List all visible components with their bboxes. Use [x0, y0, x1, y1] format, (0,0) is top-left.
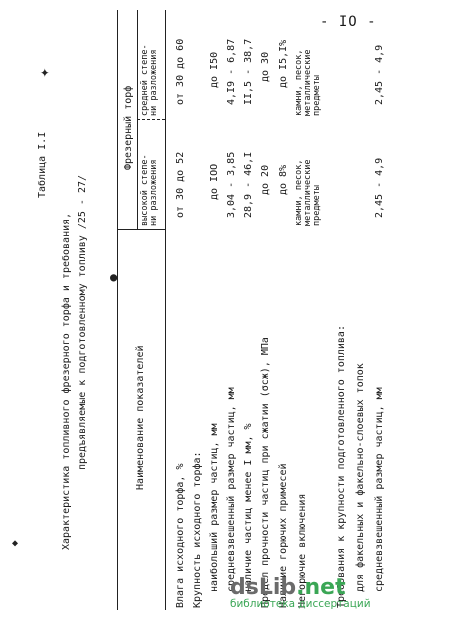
- header-group: Фрезерный торф: [123, 85, 134, 170]
- page-number: - IO -: [320, 14, 377, 30]
- header-high: высокой степе- ни разложения: [140, 154, 159, 226]
- watermark-brand-a: dsLib: [230, 575, 297, 600]
- header-mid: средней степе- ни разложения: [140, 44, 159, 116]
- table-top-rule: [117, 10, 118, 610]
- watermark-subtitle: библиотека диссертаций: [230, 598, 371, 610]
- subheader-divider: [137, 119, 165, 120]
- scan-mark: ●: [110, 270, 118, 284]
- group-rule: [137, 10, 138, 230]
- header-name: Наименование показателей: [135, 345, 146, 490]
- table-title-line1: Характеристика топливного фрезерного торфа и требования,: [61, 212, 72, 550]
- watermark-brand-b: .net: [296, 575, 346, 600]
- rotated-table-page: Таблица I.I Характеристика топливного фрезерного торфа и требования, предъявляемые к подготовленному топливу /25 - 27/ Наименование показателей Фрезерный торф высокой степе- ни разложения средней степе- ни разложения Влага исходного торфа, % от 30 до 52 от 30 до 60 Крупность исходного торфа: наибольший размер частиц, мм до IOO до I50 средневзвешенный размер частиц, мм 3,04 - 3,85 4,I9 - 6,87 наличие частиц менее I мм, % 28,9 - 46,I II,5 - 38,7 Предел прочности частиц при сжатии (σсж), МПа до 20 до 30 Наличие горючих примесей до 8% до I5,I% Негорючие включения камни, песок, металлические предметы камни, песок, металлические предметы Требования к крупности подготовленного топлива: для факельных и факельно-слоевых топок средневзвешенный размер частиц, мм 2,45 - 4,9 2,45 - 4,9: [25, 0, 405, 610]
- header-bottom-rule: [165, 10, 166, 610]
- header-divider: [117, 229, 165, 230]
- scan-mark: ✦: [40, 62, 50, 81]
- watermark: [230, 575, 445, 610]
- scan-mark: ◆: [12, 538, 19, 549]
- table-label: Таблица I.I: [37, 131, 48, 198]
- table-title-line2: предъявляемые к подготовленному топливу /25 - 27/: [77, 174, 88, 470]
